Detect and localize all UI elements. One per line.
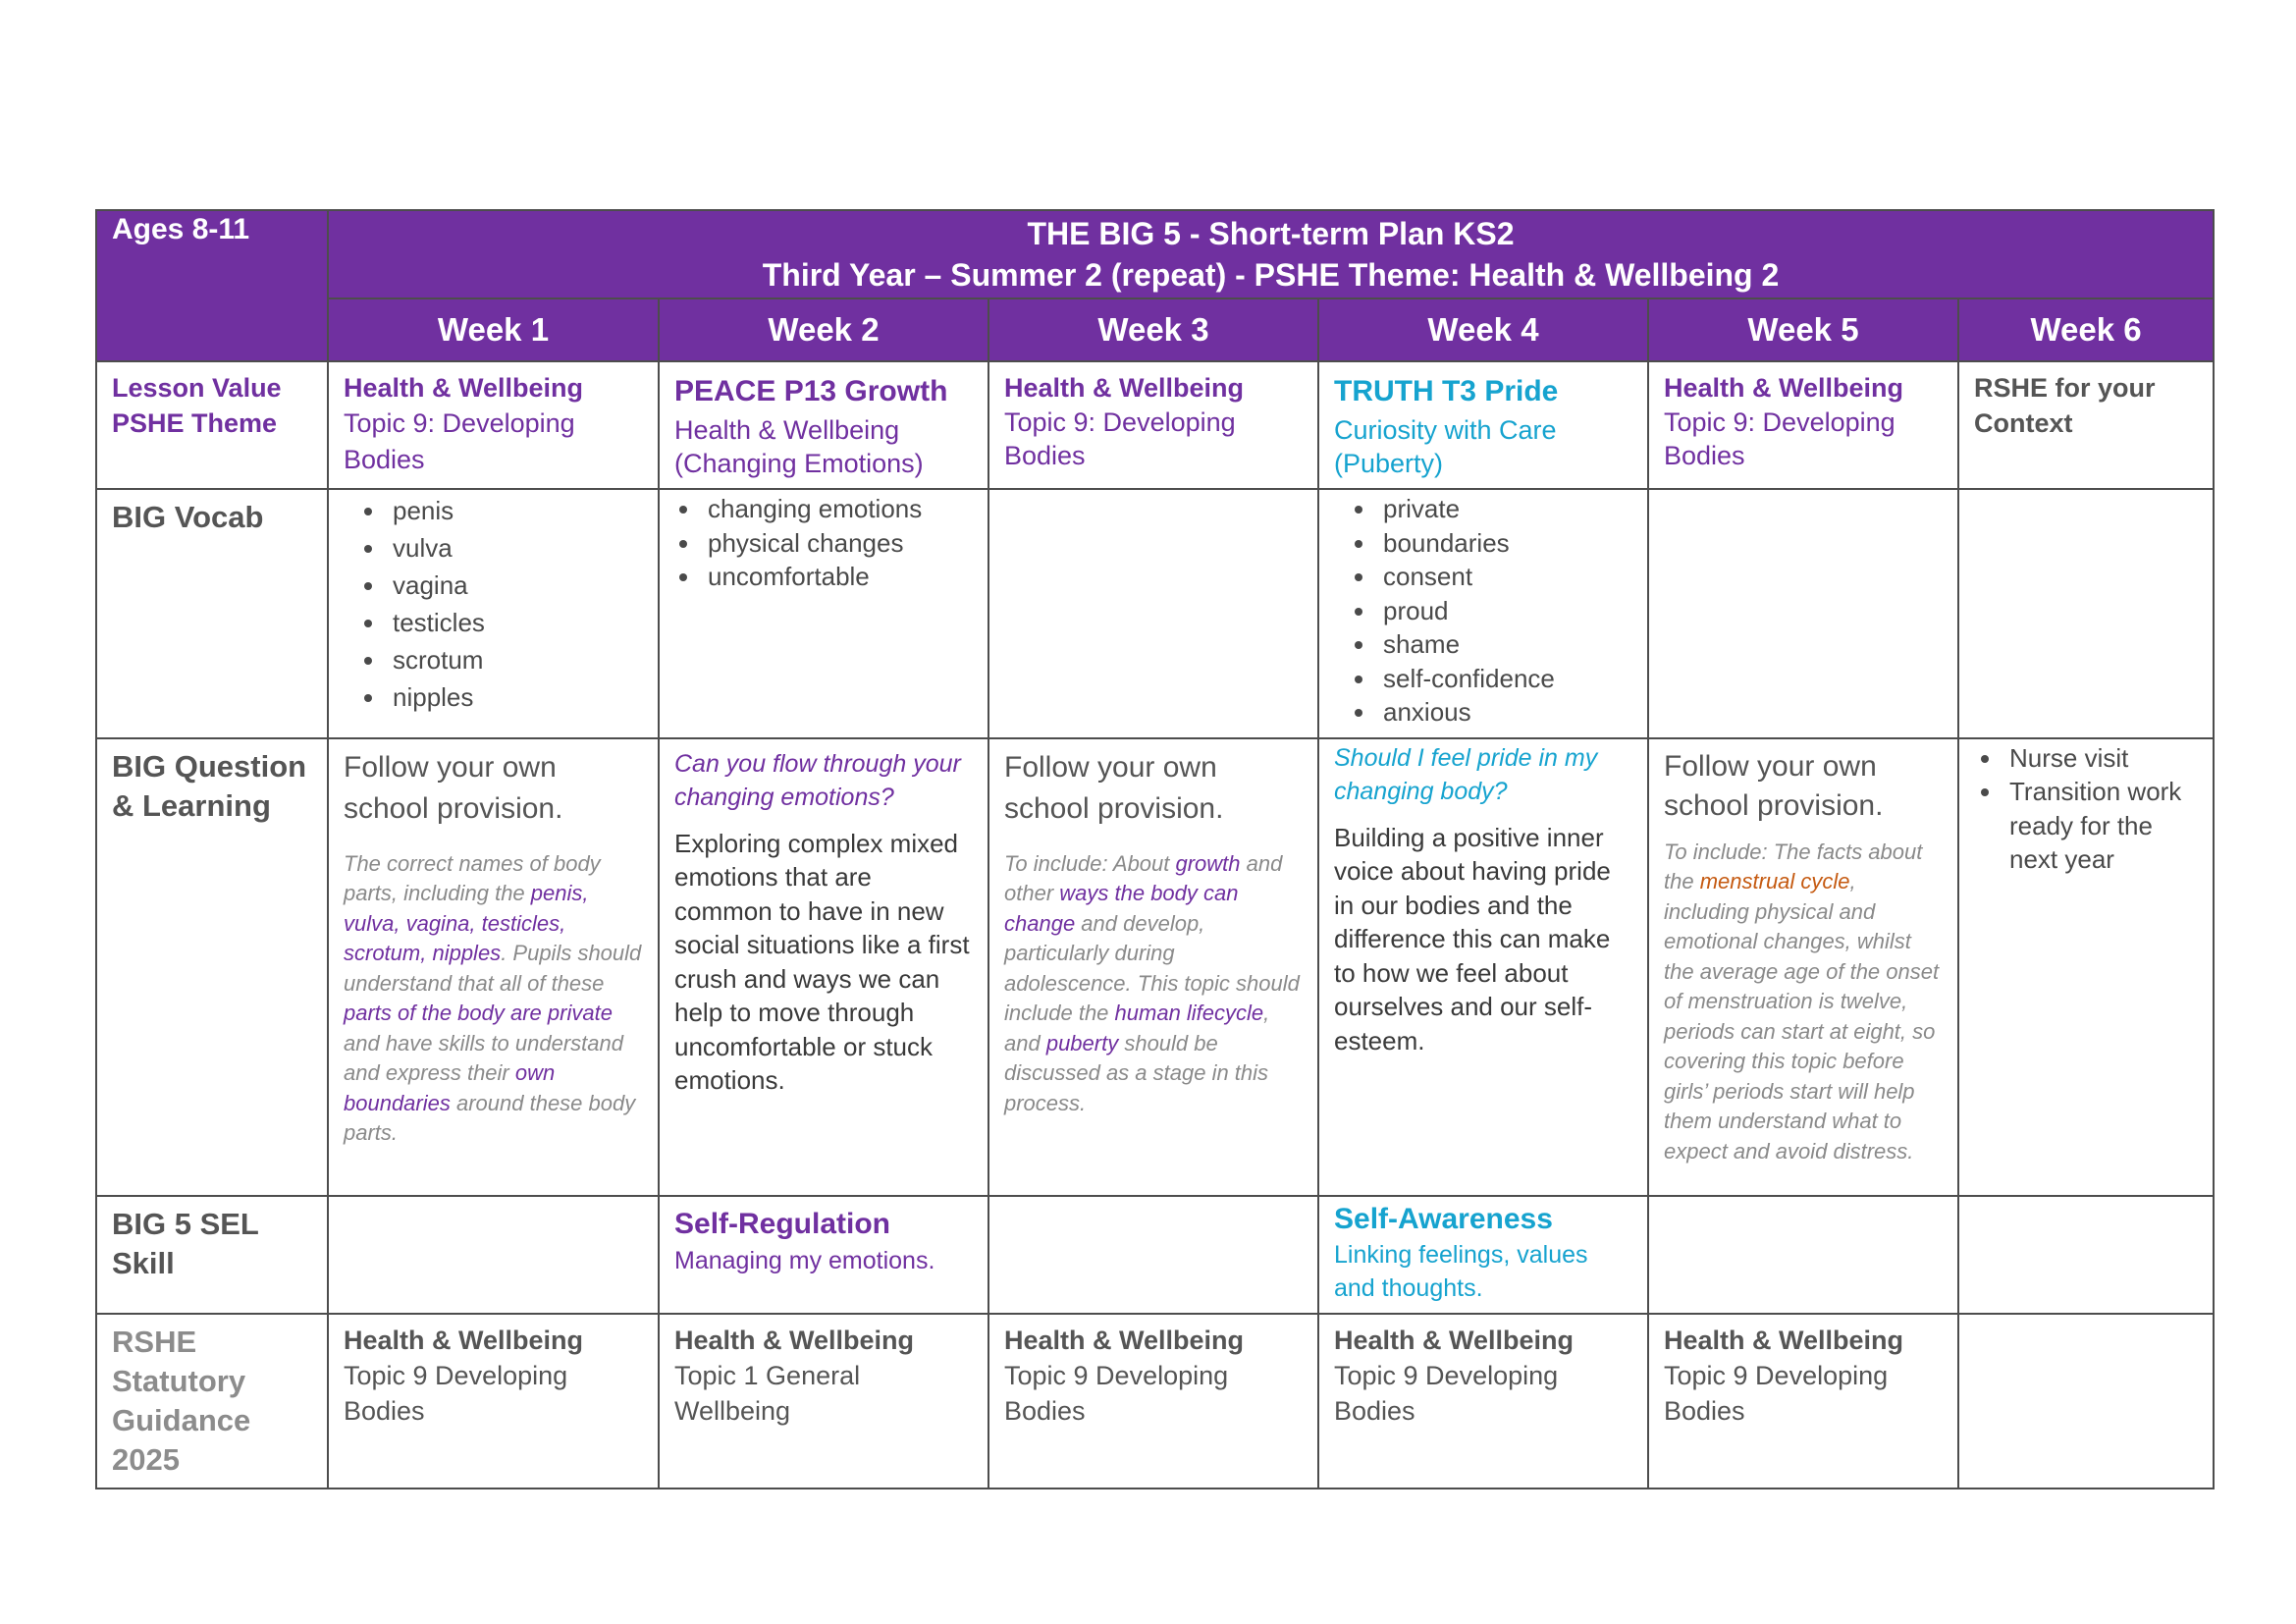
vocab-item: • vulva — [387, 529, 643, 567]
lesson-value-row — [96, 361, 2214, 489]
sel-week-3 — [988, 1196, 1318, 1314]
provision-text: school provision. — [1004, 791, 1224, 825]
lesson-value-week-2 — [659, 361, 988, 489]
question-label — [96, 738, 328, 1196]
ages-label: Ages 8-11 — [96, 210, 328, 361]
rshe-week-6 — [1958, 1314, 2214, 1489]
lesson-value-sub: (Puberty) — [1334, 449, 1444, 478]
provision-text: Follow your own — [1004, 750, 1217, 784]
sel-skill-sub: Linking feelings, values and thoughts. — [1334, 1240, 1588, 1302]
plan-title — [328, 210, 2214, 298]
week-6-header: Week 6 — [1958, 298, 2214, 361]
sel-skill-sub: Managing my emotions. — [674, 1246, 935, 1274]
vocab-item: • boundaries — [1377, 526, 1632, 561]
lesson-value-title: TRUTH T3 Pride — [1334, 375, 1559, 407]
rshe-topic: Topic 1 General Wellbeing — [674, 1360, 861, 1426]
rshe-theme: Health & Wellbeing — [1004, 1325, 1245, 1355]
week-1-header: Week 1 — [328, 298, 659, 361]
vocab-item: • penis — [387, 492, 643, 529]
lesson-value-sub: Bodies — [1004, 441, 1086, 470]
provision-text: Follow your own — [1664, 749, 1877, 783]
lesson-value-sub: Curiosity with Care — [1334, 415, 1557, 445]
rshe-theme: Health & Wellbeing — [674, 1325, 915, 1355]
lesson-value-week-4 — [1318, 361, 1648, 489]
plan-title-line1: THE BIG 5 - Short-term Plan KS2 — [1027, 216, 1515, 251]
rshe-week-5 — [1648, 1314, 1958, 1489]
vocab-week-5 — [1648, 489, 1958, 738]
vocab-item: • nipples — [387, 678, 643, 716]
vocab-item: • shame — [1377, 627, 1632, 662]
sel-label: BIG 5 SEL Skill — [96, 1196, 328, 1314]
learning-detail: The correct names of body parts, including the penis, vulva, vagina, testicles, scrotum, nipples. Pupils should understand that all of these parts of the body are private and have skills to understand and express their own boundaries around these body parts. — [344, 850, 642, 1145]
vocab-item: • consent — [1377, 560, 1632, 594]
week-header-row — [96, 298, 2214, 361]
rshe-theme: Health & Wellbeing — [1664, 1325, 1904, 1355]
note-item: • Transition work ready for the next year — [2003, 775, 2198, 877]
lesson-value-title: Context — [1974, 408, 2073, 438]
rshe-topic: Topic 9 Developing Bodies — [344, 1360, 568, 1426]
rshe-topic: Topic 9 Developing Bodies — [1334, 1360, 1559, 1426]
sel-week-5 — [1648, 1196, 1958, 1314]
rshe-theme: Health & Wellbeing — [344, 1325, 584, 1355]
lesson-value-sub: Topic 9: Developing — [1004, 407, 1236, 437]
lesson-value-sub: (Changing Emotions) — [674, 449, 924, 478]
week-4-header: Week 4 — [1318, 298, 1648, 361]
vocab-item: • private — [1377, 492, 1632, 526]
vocab-item: • self-confidence — [1377, 662, 1632, 696]
rshe-week-2 — [659, 1314, 988, 1489]
sel-skill-title: Self-Awareness — [1334, 1202, 1553, 1235]
vocab-label: BIG Vocab — [96, 489, 328, 738]
rshe-row — [96, 1314, 2214, 1489]
sel-skill-title: Self-Regulation — [674, 1207, 891, 1240]
plan-title-line2: Third Year – Summer 2 (repeat) - PSHE Theme: Health & Wellbeing 2 — [762, 257, 1780, 293]
question-week-6 — [1958, 738, 2214, 1196]
week-2-header: Week 2 — [659, 298, 988, 361]
question-week-2 — [659, 738, 988, 1196]
sel-week-2 — [659, 1196, 988, 1314]
rshe-label — [96, 1314, 328, 1489]
vocab-list — [674, 492, 973, 594]
lesson-value-label — [96, 361, 328, 489]
rshe-topic: Topic 9 Developing Bodies — [1004, 1360, 1229, 1426]
lesson-value-title: Health & Wellbeing — [344, 373, 584, 403]
vocab-week-2 — [659, 489, 988, 738]
vocab-week-4 — [1318, 489, 1648, 738]
vocab-list — [1334, 492, 1632, 730]
learning-body: Exploring complex mixed emotions that are common to have in new social situations like a first crush and ways we can help to move through uncomfortable or stuck emotions. — [674, 828, 970, 1095]
lesson-value-sub: Bodies — [1664, 441, 1745, 470]
short-term-plan-table — [95, 209, 2215, 1489]
question-row — [96, 738, 2214, 1196]
big-question: Can you flow through your changing emotions? — [674, 749, 961, 811]
lesson-value-label-line1: Lesson Value — [112, 373, 282, 403]
week-3-header: Week 3 — [988, 298, 1318, 361]
learning-detail: To include: About growth and other ways the body can change and develop, particularly during adolescence. This topic should include the human lifecycle, and puberty should be discussed as a stage in this process. — [1004, 850, 1300, 1115]
lesson-value-sub: Topic 9: Developing — [1664, 407, 1896, 437]
learning-detail: To include: The facts about the menstrual cycle, including physical and emotional changes, whilst the average age of the onset of menstruation is twelve, periods can start at eight, so covering this topic before girls’ periods start will help them understand what to expect and avoid distress. — [1664, 839, 1940, 1164]
learning-body: Building a positive inner voice about having pride in our bodies and the difference this can make to how we feel about ourselves and our self-esteem. — [1334, 822, 1611, 1056]
vocab-item: • scrotum — [387, 641, 643, 678]
sel-row — [96, 1196, 2214, 1314]
lesson-value-sub: Topic 9: Developing — [344, 408, 575, 438]
provision-text: school provision. — [344, 791, 563, 825]
header-row — [96, 210, 2214, 298]
rshe-week-4 — [1318, 1314, 1648, 1489]
question-week-5 — [1648, 738, 1958, 1196]
lesson-value-title: RSHE for your — [1974, 373, 2156, 403]
sel-week-1 — [328, 1196, 659, 1314]
lesson-value-week-3 — [988, 361, 1318, 489]
vocab-row — [96, 489, 2214, 738]
lesson-value-title: Health & Wellbeing — [1664, 373, 1904, 403]
note-item: • Nurse visit — [2003, 741, 2198, 776]
vocab-item: • uncomfortable — [702, 560, 973, 594]
rshe-label-line1: RSHE Statutory — [112, 1324, 246, 1398]
lesson-value-sub: Health & Wellbeing — [674, 415, 900, 445]
lesson-value-title: PEACE P13 Growth — [674, 375, 948, 407]
vocab-item: • proud — [1377, 594, 1632, 628]
big-question: Should I feel pride in my changing body? — [1334, 743, 1598, 805]
sel-week-4 — [1318, 1196, 1648, 1314]
vocab-week-6 — [1958, 489, 2214, 738]
question-week-1 — [328, 738, 659, 1196]
question-label-line1: BIG Question — [112, 748, 307, 784]
question-week-3 — [988, 738, 1318, 1196]
vocab-list — [344, 492, 643, 716]
rshe-week-1 — [328, 1314, 659, 1489]
lesson-value-week-1 — [328, 361, 659, 489]
lesson-value-week-5 — [1648, 361, 1958, 489]
vocab-item: • physical changes — [702, 526, 973, 561]
provision-text: Follow your own — [344, 750, 557, 784]
rshe-label-line2: Guidance 2025 — [112, 1402, 251, 1477]
question-week-4 — [1318, 738, 1648, 1196]
lesson-value-week-6 — [1958, 361, 2214, 489]
vocab-week-1 — [328, 489, 659, 738]
vocab-item: • anxious — [1377, 695, 1632, 730]
vocab-item: • changing emotions — [702, 492, 973, 526]
rshe-theme: Health & Wellbeing — [1334, 1325, 1575, 1355]
week-5-header: Week 5 — [1648, 298, 1958, 361]
vocab-week-3 — [988, 489, 1318, 738]
rshe-topic: Topic 9 Developing Bodies — [1664, 1360, 1889, 1426]
rshe-week-3 — [988, 1314, 1318, 1489]
sel-week-6 — [1958, 1196, 2214, 1314]
vocab-item: • vagina — [387, 567, 643, 604]
question-label-line2: & Learning — [112, 787, 271, 823]
vocab-item: • testicles — [387, 604, 643, 641]
lesson-value-sub: Bodies — [344, 445, 425, 474]
provision-text: school provision. — [1664, 788, 1884, 822]
lesson-value-label-line2: PSHE Theme — [112, 408, 278, 438]
lesson-value-title: Health & Wellbeing — [1004, 373, 1245, 403]
notes-list — [1974, 741, 2198, 877]
